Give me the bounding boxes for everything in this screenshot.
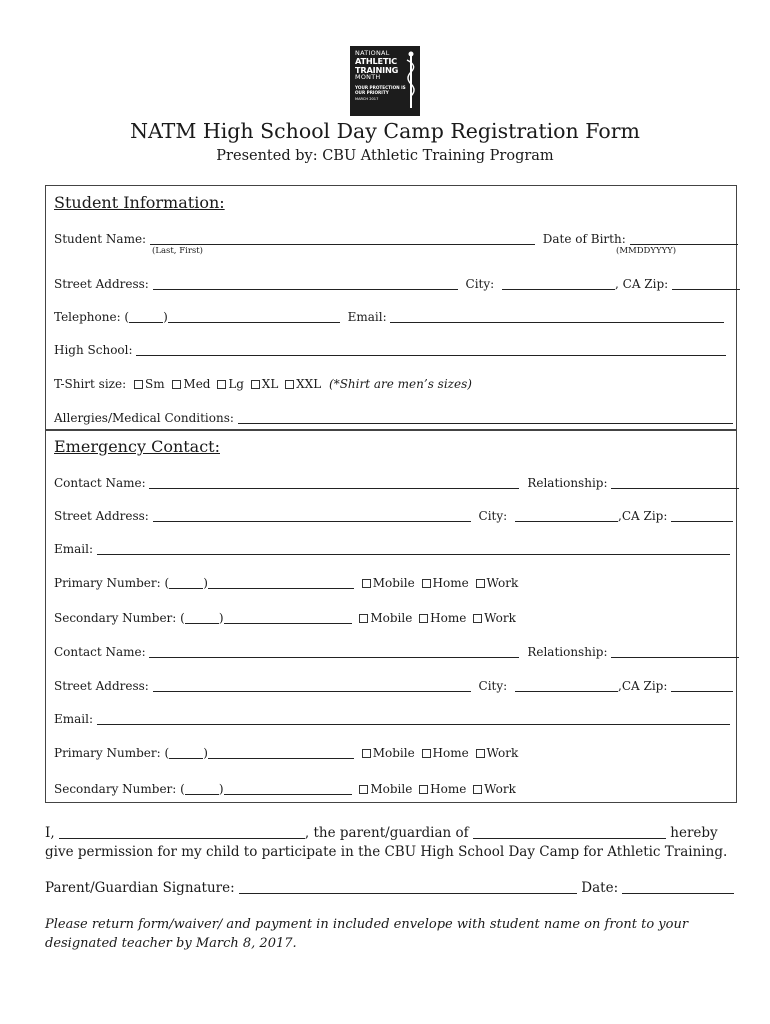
caduceus-icon [405, 50, 417, 110]
home-checkbox[interactable] [422, 749, 431, 758]
student-information-box [45, 185, 737, 430]
contact1-street-field[interactable] [153, 510, 471, 522]
dob-hint: (MMDDYYYY) [616, 246, 677, 256]
contact2-street-field[interactable] [153, 680, 471, 692]
contact1-secondary-paren: ) [218, 611, 224, 625]
tshirt-row [54, 376, 472, 392]
contact2-primary-home[interactable]: Home [422, 745, 469, 761]
contact1-secondary-mobile[interactable]: Mobile [359, 610, 412, 626]
student-email-label: Email: [347, 310, 387, 324]
contact1-city-label: City: [478, 509, 508, 523]
contact2-zip-label: ,CA Zip: [618, 679, 668, 693]
work-checkbox[interactable] [473, 785, 482, 794]
contact1-email-field[interactable] [97, 543, 730, 555]
contact2-name-field[interactable] [149, 646, 519, 658]
return-note-line-2: designated teacher by March 8, 2017. [45, 936, 297, 951]
contact2-email-field[interactable] [97, 713, 730, 725]
tshirt-note: (*Shirt are men’s sizes) [329, 377, 472, 391]
contact2-email-row [54, 711, 730, 727]
contact2-secondary-area-field[interactable] [185, 783, 219, 795]
natm-logo [350, 46, 420, 116]
student-name-field[interactable] [150, 233, 535, 245]
contact2-secondary-mobile[interactable]: Mobile [359, 781, 412, 797]
contact2-street-label: Street Address: [54, 679, 149, 693]
size-option-xxl[interactable]: XXL [285, 376, 321, 392]
street-address-label: Street Address: [54, 277, 149, 291]
contact1-secondary-area-field[interactable] [185, 612, 219, 624]
contact1-primary-label: Primary Number: ( [54, 576, 170, 590]
contact2-relationship-label: Relationship: [527, 645, 608, 659]
contact1-primary-area-field[interactable] [169, 577, 203, 589]
contact2-secondary-paren: ) [218, 782, 224, 796]
student-email-field[interactable] [390, 311, 724, 323]
emergency-contact-heading: Emergency Contact: [54, 437, 220, 456]
contact1-name-field[interactable] [149, 477, 519, 489]
contact1-primary-row [54, 575, 518, 591]
contact2-secondary-label: Secondary Number: ( [54, 782, 185, 796]
contact1-street-label: Street Address: [54, 509, 149, 523]
contact1-primary-mobile[interactable]: Mobile [362, 575, 415, 591]
contact1-relationship-field[interactable] [611, 477, 739, 489]
telephone-label: Telephone: ( [54, 310, 130, 324]
city-field[interactable] [502, 278, 615, 290]
size-option-xl[interactable]: XL [251, 376, 279, 392]
contact1-primary-paren: ) [203, 576, 208, 590]
contact2-secondary-work[interactable]: Work [473, 781, 516, 797]
form-title: NATM High School Day Camp Registration Form [130, 119, 640, 143]
contact1-secondary-field[interactable] [224, 612, 352, 624]
telephone-paren: ) [163, 310, 168, 324]
allergies-row [54, 410, 733, 426]
consent-line-2: give permission for my child to participate in the CBU High School Day Camp for Athletic Training. [45, 844, 728, 860]
allergies-field[interactable] [238, 412, 733, 424]
contact1-secondary-row [54, 610, 516, 626]
home-checkbox[interactable] [422, 579, 431, 588]
contact2-name-label: Contact Name: [54, 645, 146, 659]
home-checkbox[interactable] [419, 785, 428, 794]
contact1-relationship-label: Relationship: [527, 476, 608, 490]
telephone-row [54, 309, 724, 325]
size-sm-checkbox[interactable] [134, 380, 143, 389]
consent-i: I, [45, 825, 55, 841]
consent-line-1 [45, 823, 718, 843]
contact1-address-row [54, 508, 733, 524]
form-subtitle: Presented by: CBU Athletic Training Program [216, 148, 554, 164]
size-option-sm[interactable]: Sm [134, 376, 165, 392]
contact1-zip-field[interactable] [671, 510, 733, 522]
section-divider [45, 430, 737, 431]
logo-line-date: MARCH 2017 [355, 96, 379, 101]
date-label: Date: [581, 880, 619, 896]
allergies-label: Allergies/Medical Conditions: [54, 411, 234, 425]
area-code-field[interactable] [129, 311, 163, 323]
logo-line-tagline: YOUR PROTECTION IS OUR PRIORITY [355, 84, 406, 95]
work-checkbox[interactable] [476, 579, 485, 588]
tshirt-label: T-Shirt size: [54, 377, 127, 391]
logo-line-athletic: ATHLETIC [355, 56, 397, 66]
contact1-name-label: Contact Name: [54, 476, 146, 490]
telephone-field[interactable] [168, 311, 340, 323]
contact2-secondary-field[interactable] [224, 783, 352, 795]
contact1-email-row [54, 541, 730, 557]
contact2-email-label: Email: [54, 712, 94, 726]
consent-mid: , the parent/guardian of [304, 825, 469, 841]
contact2-primary-paren: ) [203, 746, 208, 760]
contact1-primary-home[interactable]: Home [422, 575, 469, 591]
contact2-primary-row [54, 745, 518, 761]
mobile-checkbox[interactable] [359, 785, 368, 794]
contact2-secondary-row [54, 781, 516, 797]
student-information-heading: Student Information: [54, 193, 225, 212]
contact1-city-field[interactable] [515, 510, 618, 522]
contact2-secondary-home[interactable]: Home [419, 781, 466, 797]
student-name-label: Student Name: [54, 232, 147, 246]
high-school-row [54, 342, 726, 358]
return-note [45, 915, 725, 953]
logo-line-national: NATIONAL [355, 49, 390, 57]
size-option-lg[interactable]: Lg [217, 376, 244, 392]
logo-line-month: MONTH [355, 73, 381, 82]
return-note-line-1: Please return form/waiver/ and payment in included envelope with student name on front to your [45, 917, 689, 932]
child-name-field[interactable] [473, 827, 666, 839]
contact2-primary-field[interactable] [208, 747, 354, 759]
logo-line-training: TRAINING [355, 64, 399, 75]
signature-field[interactable] [239, 882, 577, 894]
zip-field[interactable] [672, 278, 740, 290]
contact1-zip-label: ,CA Zip: [618, 509, 668, 523]
contact1-secondary-home[interactable]: Home [419, 610, 466, 626]
contact1-secondary-label: Secondary Number: ( [54, 611, 185, 625]
zip-label: , CA Zip: [615, 277, 669, 291]
mobile-checkbox[interactable] [362, 749, 371, 758]
contact2-city-label: City: [478, 679, 508, 693]
student-name-hint: (Last, First) [152, 246, 203, 256]
contact2-primary-label: Primary Number: ( [54, 746, 170, 760]
signature-row [45, 878, 734, 898]
signature-label: Parent/Guardian Signature: [45, 880, 235, 896]
high-school-field[interactable] [136, 344, 726, 356]
contact1-primary-field[interactable] [208, 577, 354, 589]
city-label: City: [465, 277, 495, 291]
size-xxl-checkbox[interactable] [285, 380, 294, 389]
student-address-row [54, 276, 740, 292]
size-lg-checkbox[interactable] [217, 380, 226, 389]
contact1-email-label: Email: [54, 542, 94, 556]
contact2-primary-mobile[interactable]: Mobile [362, 745, 415, 761]
size-med-checkbox[interactable] [172, 380, 181, 389]
dob-label: Date of Birth: [542, 232, 626, 246]
contact2-relationship-field[interactable] [611, 646, 739, 658]
mobile-checkbox[interactable] [362, 579, 371, 588]
date-field[interactable] [622, 882, 734, 894]
contact2-zip-field[interactable] [671, 680, 733, 692]
contact1-primary-work[interactable]: Work [476, 575, 519, 591]
contact2-primary-area-field[interactable] [169, 747, 203, 759]
contact2-address-row [54, 678, 733, 694]
student-name-row [54, 231, 738, 247]
work-checkbox[interactable] [476, 749, 485, 758]
guardian-name-field[interactable] [59, 827, 305, 839]
contact2-city-field[interactable] [515, 680, 618, 692]
dob-field[interactable] [630, 233, 738, 245]
size-xl-checkbox[interactable] [251, 380, 260, 389]
contact1-name-row [54, 475, 739, 491]
contact1-secondary-work[interactable]: Work [473, 610, 516, 626]
street-address-field[interactable] [153, 278, 458, 290]
work-checkbox[interactable] [473, 614, 482, 623]
contact2-name-row [54, 644, 739, 660]
size-option-med[interactable]: Med [172, 376, 210, 392]
consent-hereby: hereby [670, 825, 718, 841]
high-school-label: High School: [54, 343, 133, 357]
contact2-primary-work[interactable]: Work [476, 745, 519, 761]
home-checkbox[interactable] [419, 614, 428, 623]
mobile-checkbox[interactable] [359, 614, 368, 623]
